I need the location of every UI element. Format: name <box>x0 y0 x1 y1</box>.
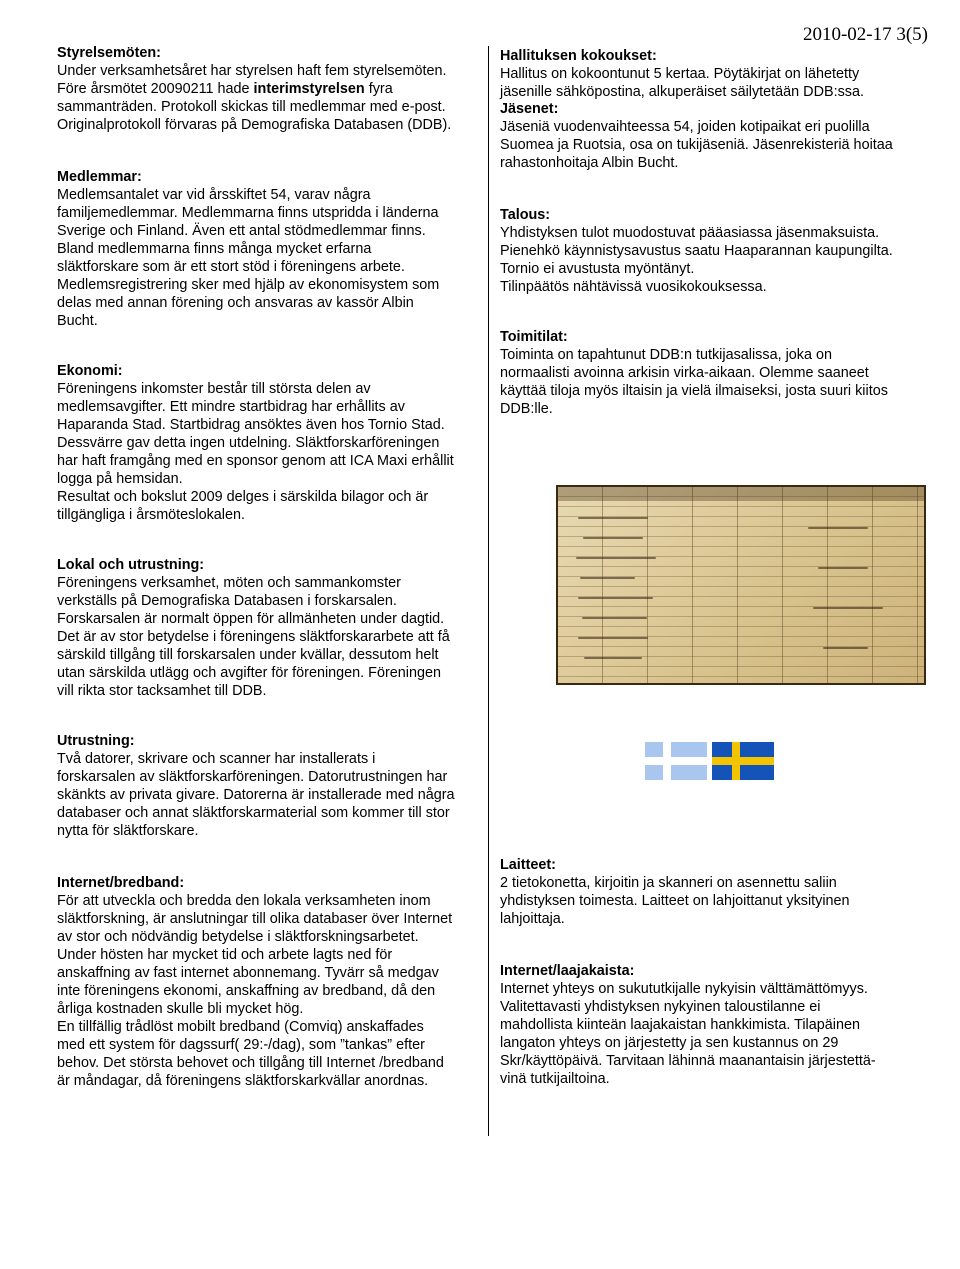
text-line: Föreningens inkomster består till största delen av <box>57 381 371 397</box>
ledger-handwriting <box>823 647 868 649</box>
text-line: nytta för släktforskare. <box>57 823 199 839</box>
ledger-handwriting <box>818 567 868 569</box>
section-body <box>500 65 920 101</box>
text-line: av stor och nödvändig betydelse i släktforskningsarbetet. <box>57 929 419 945</box>
text-line: Skr/käyttöpäivä. Tarvitaan lähinnä maanantaisin järjestettä- <box>500 1053 876 1069</box>
text-line: sammanträden. Protokoll skickas till medlemmar med e-post. <box>57 99 446 115</box>
text-run: fyra <box>364 81 393 97</box>
ledger-handwriting <box>578 597 653 599</box>
section-title: Styrelsemöten: <box>57 45 161 61</box>
text-line: Suomea ja Ruotsia, osa on tukijäseniä. Jäsenrekisteriä hoitaa <box>500 137 893 153</box>
section-title: Talous: <box>500 207 551 223</box>
section-body <box>500 224 920 296</box>
text-line: med ett system för dagssurf( 29:-/dag), som ”tankas” efter <box>57 1037 425 1053</box>
text-line: Föreningens verksamhet, möten och sammankomster <box>57 575 401 591</box>
section-body <box>57 186 477 330</box>
text-line <box>57 80 477 98</box>
finland-flag-icon <box>645 742 707 780</box>
section-internet-bredband <box>57 874 477 1090</box>
section-body <box>500 346 920 418</box>
flag-cross-horizontal <box>645 757 707 765</box>
column-divider <box>488 46 489 1136</box>
flag-cross-vertical <box>663 742 671 780</box>
section-talous <box>500 206 920 296</box>
page-header-date: 2010-02-17 3(5) <box>802 24 928 45</box>
section-body <box>57 574 477 700</box>
sweden-flag-icon <box>712 742 774 780</box>
section-utrustning <box>57 732 477 840</box>
ledger-handwriting <box>808 527 868 529</box>
text-line: DDB:lle. <box>500 401 553 417</box>
text-line: En tillfällig trådlöst mobilt bredband (Comviq) anskaffades <box>57 1019 424 1035</box>
section-ekonomi <box>57 362 477 524</box>
section-styrelsemoten <box>57 44 477 134</box>
text-line: 2 tietokonetta, kirjoitin ja skanneri on asennettu saliin <box>500 875 837 891</box>
section-body <box>500 118 920 172</box>
text-line: har haft framgång med en sponsor genom att ICA Maxi erhållit <box>57 453 454 469</box>
text-line: Tornio ei avustusta myöntänyt. <box>500 261 695 277</box>
flag-cross-horizontal <box>712 757 774 765</box>
text-line: Internet yhteys on sukututkijalle nykyisin välttämättömyys. <box>500 981 868 997</box>
text-line: Haparanda Stad. Startbidrag ansöktes även hos Tornio Stad. <box>57 417 445 433</box>
text-line: rahastonhoitaja Albin Bucht. <box>500 155 679 171</box>
section-title: Toimitilat: <box>500 329 568 345</box>
ledger-handwriting <box>813 607 883 609</box>
text-line: utan särskilda utlägg och avgifter för föreningen. Föreningen <box>57 665 441 681</box>
section-title: Hallituksen kokoukset: <box>500 48 657 64</box>
text-line: släktforskare som är ett stort stöd i föreningens arbete. <box>57 259 405 275</box>
text-line: Pienehkö käynnistysavustus saatu Haaparannan kaupungilta. <box>500 243 893 259</box>
text-line: anskaffning av fast internet abonnemang. Tyvärr så medgav <box>57 965 439 981</box>
text-line: langaton yhteys on järjestetty ja sen kustannus on 29 <box>500 1035 839 1051</box>
text-line: Det är av stor betydelse i föreningens släktforskararbete att få <box>57 629 450 645</box>
section-toimitilat <box>500 328 920 418</box>
ledger-handwriting <box>580 577 635 579</box>
text-line: Medlemsantalet var vid årsskiftet 54, varav några <box>57 187 371 203</box>
text-line: Toiminta on tapahtunut DDB:n tutkijasalissa, joka on <box>500 347 832 363</box>
text-line: Två datorer, skrivare och scanner har installerats i <box>57 751 376 767</box>
text-line: släktforskning, är anslutningar till olika databaser över Internet <box>57 911 453 927</box>
text-line: mahdollista kiinteän laajakaistan hankkimista. Tilapäinen <box>500 1017 860 1033</box>
text-line: yhdistyksen toimesta. Laitteet on lahjoittanut yksityinen <box>500 893 850 909</box>
ledger-handwriting <box>584 657 642 659</box>
ledger-handwriting <box>576 557 656 559</box>
text-line: forskarsalen av släktforskarföreningen. Datorutrustningen har <box>57 769 448 785</box>
ledger-handwriting <box>582 617 647 619</box>
text-line: Valitettavasti yhdistyksen nykyinen taloustilanne ei <box>500 999 821 1015</box>
section-title: Utrustning: <box>57 733 135 749</box>
ledger-page-image <box>556 485 926 685</box>
text-line: är måndagar, då föreningens släktforskarkvällar anordnas. <box>57 1073 429 1089</box>
ledger-header-band <box>558 487 924 501</box>
flag-cross-vertical <box>732 742 740 780</box>
text-line: Resultat och bokslut 2009 delges i särskilda bilagor och är <box>57 489 429 505</box>
section-title: Internet/bredband: <box>57 875 185 891</box>
text-line: Sverige och Finland. Även ett antal stödmedlemmar finns. <box>57 223 426 239</box>
text-line: Bucht. <box>57 313 98 329</box>
text-line: delas med annan förening och ansvaras av kassör Albin <box>57 295 414 311</box>
section-title: Lokal och utrustning: <box>57 557 205 573</box>
text-line: verkställs på Demografiska Databasen i forskarsalen. <box>57 593 397 609</box>
text-line: särskild tillgång till forskarsalen under kvällar, dessutom helt <box>57 647 439 663</box>
text-line: familjemedlemmar. Medlemmarna finns utspridda i länderna <box>57 205 439 221</box>
section-internet-laajakaista <box>500 962 920 1088</box>
section-body <box>57 380 477 524</box>
text-line: Yhdistyksen tulot muodostuvat pääasiassa jäsenmaksuista. <box>500 225 880 241</box>
text-line: skänkts av privata givare. Datorerna är installerade med några <box>57 787 455 803</box>
text-line: Hallitus on kokoontunut 5 kertaa. Pöytäkirjat on lähetetty <box>500 66 860 82</box>
ledger-handwriting <box>578 637 648 639</box>
text-line: tillgängliga i årsmöteslokalen. <box>57 507 245 523</box>
section-lokal <box>57 556 477 700</box>
text-line: lahjoittaja. <box>500 911 565 927</box>
section-hallituksen-kokoukset <box>500 47 920 101</box>
text-line: inte föreningens ekonomi, anskaffning av bredband, då den <box>57 983 436 999</box>
section-body <box>500 874 920 928</box>
text-line: normaalisti avoinna arkisin virka-aikaan. Olemme saaneet <box>500 365 869 381</box>
section-title: Ekonomi: <box>57 363 123 379</box>
section-body <box>57 750 477 840</box>
text-line: Under verksamhetsåret har styrelsen haft fem styrelsemöten. <box>57 63 447 79</box>
text-line: Jäseniä vuodenvaihteessa 54, joiden kotipaikat eri puolilla <box>500 119 870 135</box>
section-title: Laitteet: <box>500 857 556 873</box>
section-medlemmar <box>57 168 477 330</box>
text-line: logga på hemsidan. <box>57 471 183 487</box>
section-jasenet <box>500 100 920 172</box>
text-line: Originalprotokoll förvaras på Demografiska Databasen (DDB). <box>57 117 452 133</box>
text-line: vinä tutkijailtoina. <box>500 1071 610 1087</box>
text-run: Före årsmötet 20090211 hade <box>57 81 254 97</box>
text-line: behov. Det största behovet och tillgång till Internet /bredband <box>57 1055 444 1071</box>
text-line: Tilinpäätös nähtävissä vuosikokouksessa. <box>500 279 767 295</box>
ledger-handwriting <box>578 517 648 519</box>
text-line: Medlemsregistrering sker med hjälp av ekonomisystem som <box>57 277 440 293</box>
text-line: Bland medlemmarna finns många mycket erfarna <box>57 241 372 257</box>
text-line: databaser och annat släktforskarmaterial som kommer till stor <box>57 805 450 821</box>
section-body <box>500 980 920 1088</box>
ledger-handwriting <box>583 537 643 539</box>
text-line: medlemsavgifter. Ett mindre startbidrag har erhållits av <box>57 399 405 415</box>
text-line: Under hösten har mycket tid och arbete lagts ned för <box>57 947 393 963</box>
text-line: årliga kostnaden skulle bli mycket hög. <box>57 1001 304 1017</box>
section-body <box>57 892 477 1090</box>
text-line: För att utveckla och bredda den lokala verksamheten inom <box>57 893 431 909</box>
text-line: Forskarsalen är normalt öppen för allmänheten under dagtid. <box>57 611 445 627</box>
text-line: Dessvärre gav detta ingen utdelning. Släktforskarföreningen <box>57 435 440 451</box>
bold-text: interimstyrelsen <box>253 81 365 97</box>
section-laitteet <box>500 856 920 928</box>
text-line: käyttää tiloja myös iltaisin ja vielä ilmaiseksi, josta suuri kiitos <box>500 383 888 399</box>
section-title: Internet/laajakaista: <box>500 963 635 979</box>
text-line: vill rikta stor tacksamhet till DDB. <box>57 683 267 699</box>
section-title: Medlemmar: <box>57 169 142 185</box>
section-title: Jäsenet: <box>500 101 559 117</box>
text-line: jäsenille sähköpostina, alkuperäiset säilytetään DDB:ssa. <box>500 84 864 100</box>
